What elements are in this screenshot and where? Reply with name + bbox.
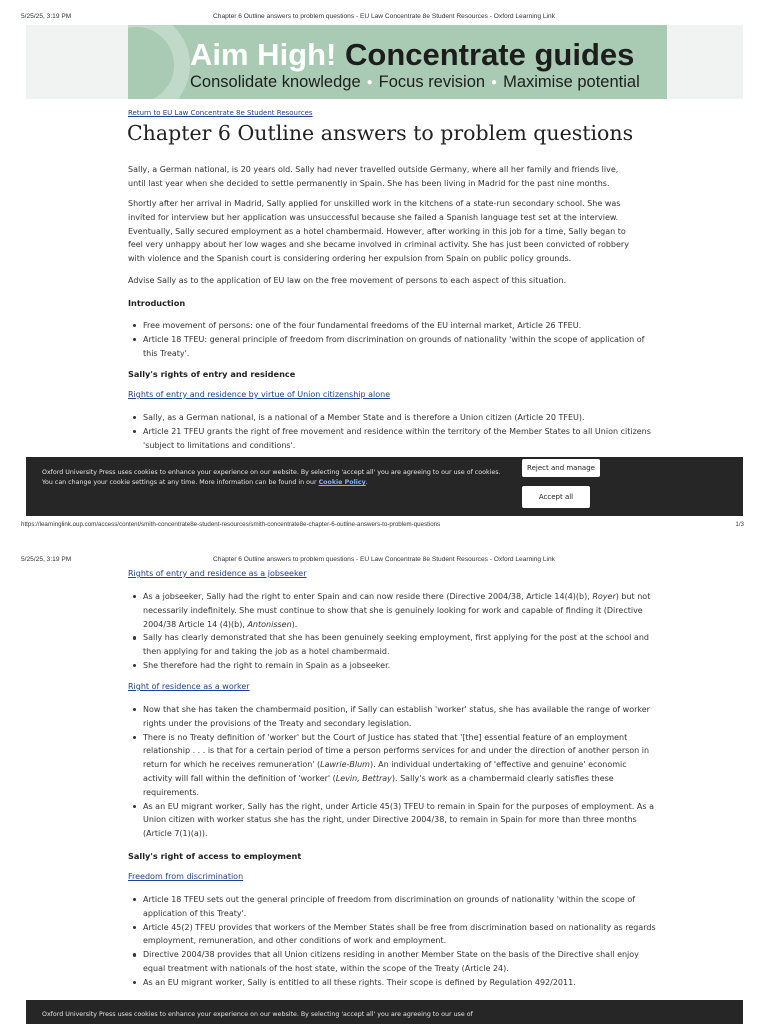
- list-item: Article 18 TFEU: general principle of freedom from discrimination on grounds of nationality 'within the scope of application of this Treaty'.: [143, 333, 658, 361]
- list-item: Directive 2004/38 provides that all Union citizens residing in another Member State on the basis of the Directive shall enjoy equal treatment with nationals of the host state, within the scope of the Treaty (Article 24).: [143, 948, 658, 976]
- access-subheading[interactable]: Freedom from discrimination: [128, 872, 244, 881]
- banner-sub-3: Maximise potential: [503, 73, 640, 91]
- list-item: Sally has clearly demonstrated that she has been genuinely seeking employment, first applying for the post at the school and then applying for and taking the job as a hotel chambermaid.: [143, 631, 658, 659]
- cookie-banner-2: [26, 1000, 743, 1024]
- cookie-message: Oxford University Press uses cookies to enhance your experience on our website. By selecting 'accept all' you are agreeing to our use of: [42, 1011, 473, 1018]
- list-item: Free movement of persons: one of the four fundamental freedoms of the EU internal market, Article 26 TFEU.: [143, 319, 658, 333]
- cookie-banner: [26, 457, 743, 516]
- print-date: 5/25/25, 3:19 PM: [21, 556, 72, 563]
- list-item: She therefore had the right to remain in Spain as a jobseeker.: [143, 659, 658, 673]
- intro-list: [128, 319, 658, 360]
- access-list: [128, 893, 658, 990]
- print-footer: [0, 519, 768, 531]
- entry-subheading[interactable]: Rights of entry and residence by virtue of Union citizenship alone: [128, 390, 391, 399]
- scenario-paragraph-3: Advise Sally as to the application of EU law on the free movement of persons to each aspect of this situation.: [128, 276, 567, 285]
- banner-concentrate: Concentrate guides: [345, 37, 635, 72]
- accept-all-button[interactable]: Accept all: [522, 486, 590, 508]
- print-doc-title: Chapter 6 Outline answers to problem questions - EU Law Concentrate 8e Student Resources - Oxford Learning Link: [213, 556, 555, 563]
- print-header-2: [0, 553, 768, 567]
- list-item: Sally, as a German national, is a national of a Member State and is therefore a Union citizen (Article 20 TFEU).: [143, 411, 658, 425]
- banner-bullet: ●: [366, 77, 373, 88]
- access-heading: Sally's right of access to employment: [128, 851, 302, 861]
- banner-aim-high: Aim High!: [190, 37, 337, 72]
- list-item: As a jobseeker, Sally had the right to enter Spain and can now reside there (Directive 2004/38, Article 14(4)(b), Royer) but not necessarily indefinitely. She must continue to show that she is genuinely looking for work and capable of finding it (Directive 2004/38 Article 14 (4)(b), Antonissen).: [143, 590, 658, 631]
- list-item: Article 45(2) TFEU provides that workers of the Member States shall be free from discrimination based on nationality as regards employment, remuneration, and other conditions of work and employment.: [143, 921, 658, 949]
- intro-heading: Introduction: [128, 298, 186, 308]
- entry-heading: Sally's rights of entry and residence: [128, 369, 296, 379]
- print-date: 5/25/25, 3:19 PM: [21, 13, 72, 20]
- list-item: Now that she has taken the chambermaid position, if Sally can establish 'worker' status, she has available the range of worker rights under the provisions of the Treaty and secondary legislation.: [143, 703, 658, 731]
- list-item: Article 18 TFEU sets out the general principle of freedom from discrimination on grounds of nationality 'within the scope of application of this Treaty'.: [143, 893, 658, 921]
- list-item: As an EU migrant worker, Sally has the right, under Article 45(3) TFEU to remain in Spain for the purposes of employment. As a Union citizen with worker status she has the right, under Directive 2004/38, to remain in Spain for more than three months (Article 7(1)(a)).: [143, 800, 658, 841]
- page-title: Chapter 6 Outline answers to problem questions: [127, 121, 634, 145]
- promo-banner[interactable]: [26, 25, 743, 99]
- scenario-paragraph-2: Shortly after her arrival in Madrid, Sally applied for unskilled work in the kitchens of a state-run secondary school. She was invited for interview but her application was unsuccessful because she failed a Spanish language test set at the interview. Eventually, Sally secured employment as a hotel chambermaid. However, after working in this job for a time, Sally began to feel very unhappy about her low wages and she became involved in criminal activity. She has just been convicted of robbery with violence and the Spanish court is considering ordering her expulsion from Spain on public policy grounds.: [128, 199, 629, 264]
- cookie-message: Oxford University Press uses cookies to enhance your experience on our website. By selecting 'accept all' you are agreeing to our use of cookies. You can change your cookie settings at any time. More information can be found in our Cookie Policy.: [42, 469, 501, 486]
- banner-sub-1: Consolidate knowledge: [190, 73, 361, 91]
- worker-subheading[interactable]: Right of residence as a worker: [128, 682, 250, 691]
- list-item: Article 21 TFEU grants the right of free movement and residence within the territory of the Member States to all Union citizens 'subject to limitations and conditions'.: [143, 425, 658, 453]
- list-item: There is no Treaty definition of 'worker' but the Court of Justice has stated that '[the] essential feature of an employment relationship . . . is that for a certain period of time a person performs services for and under the direction of another person in return for which he receives remuneration' (Lawrie-Blum). An individual undertaking of 'effective and genuine' economic activity will fall within the definition of 'worker' (Levin, Bettray). Sally's work as a chambermaid clearly satisfies these requirements.: [143, 731, 658, 800]
- banner-sub-2: Focus revision: [378, 73, 486, 91]
- print-header: [0, 10, 768, 24]
- banner-bullet: ●: [491, 77, 498, 88]
- scenario-paragraph-1: Sally, a German national, is 20 years old. Sally had never travelled outside Germany, where all her family and friends live, until last year when she decided to settle permanently in Spain. She has been living in Madrid for the past nine months.: [128, 165, 619, 188]
- entry-list: [128, 411, 658, 452]
- worker-list: [128, 703, 658, 841]
- print-page-number: 1/3: [735, 521, 744, 528]
- banner-panel: [128, 25, 667, 99]
- banner-logo-ring: [128, 25, 190, 99]
- banner-subtitle: [190, 73, 640, 92]
- jobseeker-subheading[interactable]: Rights of entry and residence as a jobseeker: [128, 569, 307, 578]
- banner-heading: [190, 39, 634, 71]
- return-link[interactable]: Return to EU Law Concentrate 8e Student Resources: [128, 109, 313, 117]
- jobseeker-list: [128, 590, 658, 673]
- cookie-policy-link[interactable]: Cookie Policy: [318, 479, 366, 486]
- reject-manage-button[interactable]: Reject and manage: [522, 459, 600, 477]
- print-doc-title: Chapter 6 Outline answers to problem questions - EU Law Concentrate 8e Student Resources - Oxford Learning Link: [213, 13, 555, 20]
- list-item: As an EU migrant worker, Sally is entitled to all these rights. Their scope is defined by Regulation 492/2011.: [143, 976, 658, 990]
- print-url: https://learninglink.oup.com/access/content/smith-concentrate8e-student-resources/smith-concentrate8e-chapter-6-outline-answers-to-problem-questions: [21, 521, 441, 528]
